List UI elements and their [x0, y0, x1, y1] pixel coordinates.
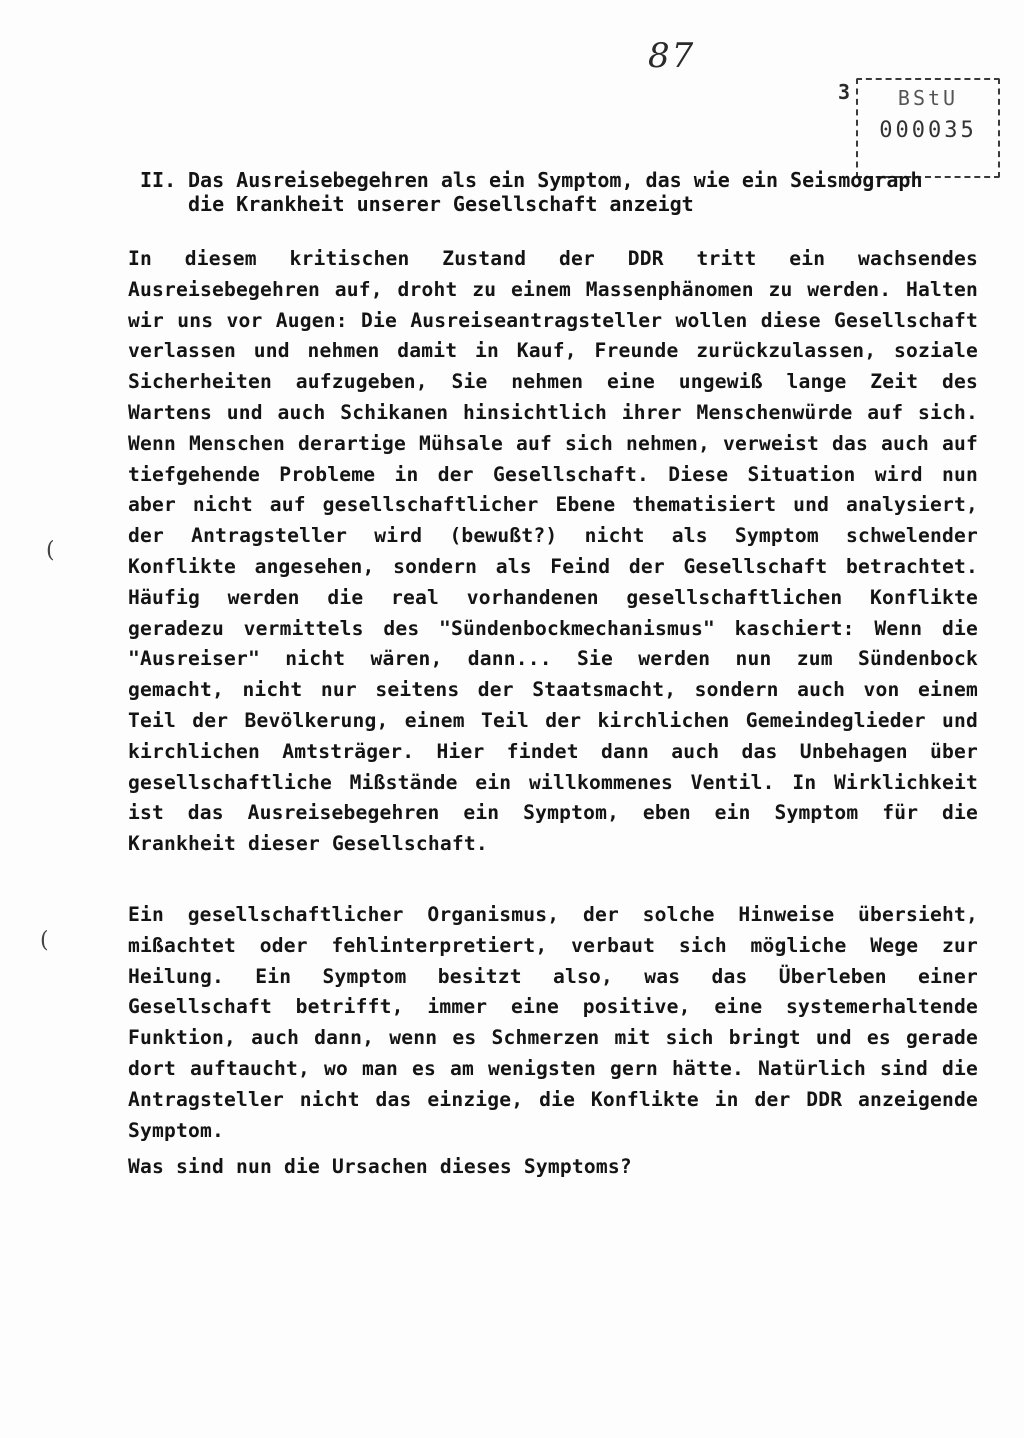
heading-number: II.: [140, 168, 177, 192]
paragraph-2: Ein gesellschaftlicher Organismus, der solche Hinweise übersieht, mißachtet oder fehlinterpretiert, verbaut sich mögliche Wege zur Heilung. Ein Symptom besitzt also, was das Überleben einer Gesellschaft betrifft, immer eine positive, eine systemerhaltende Funktion, auch dann, wenn es Schmerzen mit sich bringt und es gerade dort auftaucht, wo man es am wenigsten gern hätte. Natürlich sind die Antragsteller nicht das einzige, die Konflikte in der DDR anzeigende Symptom.: [128, 903, 978, 1142]
heading-line-2: die Krankheit unserer Gesellschaft anzeigt: [188, 192, 694, 216]
paragraph-3: Was sind nun die Ursachen dieses Symptoms?: [128, 1155, 632, 1178]
paragraph-1: In diesem kritischen Zustand der DDR tritt ein wachsendes Ausreisebegehren auf, droht zu einem Massenphänomen zu werden. Halten wir uns vor Augen: Die Ausreiseantragsteller wollen diese Gesellschaft verlassen und nehmen damit in Kauf, Freunde zurückzulassen, soziale Sicherheiten aufzugeben, Sie nehmen eine ungewiß lange Zeit des Wartens und auch Schikanen hinsichtlich ihrer Menschenwürde auf sich. Wenn Menschen derartige Mühsale auf sich nehmen, verweist das auch auf tiefgehende Probleme in der Gesellschaft. Diese Situation wird nun aber nicht auf gesellschaftlicher Ebene thematisiert und analysiert, der Antragsteller wird (bewußt?) nicht als Symptom schwelender Konflikte angesehen, sondern als Feind der Gesellschaft betrachtet. Häufig werden die real vorhandenen gesellschaftlichen Konflikte geradezu vermittels des "Sündenbockmechanismus" kaschiert: Wenn die "Ausreiser" nicht wären, dann... Sie werden nun zum Sündenbock gemacht, nicht nur seitens der Staatsmacht, sondern auch von einem Teil der Bevölkerung, einem Teil der kirchlichen Gemeindeglieder und kirchlichen Amtsträger. Hier findet dann auch das Unbehagen über gesellschaftliche Mißstände ein willkommenes Ventil. In Wirklichkeit ist das Ausreisebegehren ein Symptom, eben ein Symptom für die Krankheit dieser Gesellschaft.: [128, 247, 978, 856]
handwritten-page-number: 87: [648, 36, 696, 76]
margin-mark-1: (: [46, 538, 55, 563]
margin-mark-2: (: [40, 928, 49, 953]
stamp-prefix: 3: [838, 80, 851, 104]
heading-line-1: Das Ausreisebegehren als ein Symptom, das wie ein Seismograph: [188, 168, 923, 192]
stamp-agency: BStU: [897, 86, 959, 110]
archive-stamp: [856, 78, 1000, 178]
section-heading: [140, 168, 970, 216]
stamp-number: 000035: [879, 118, 977, 143]
